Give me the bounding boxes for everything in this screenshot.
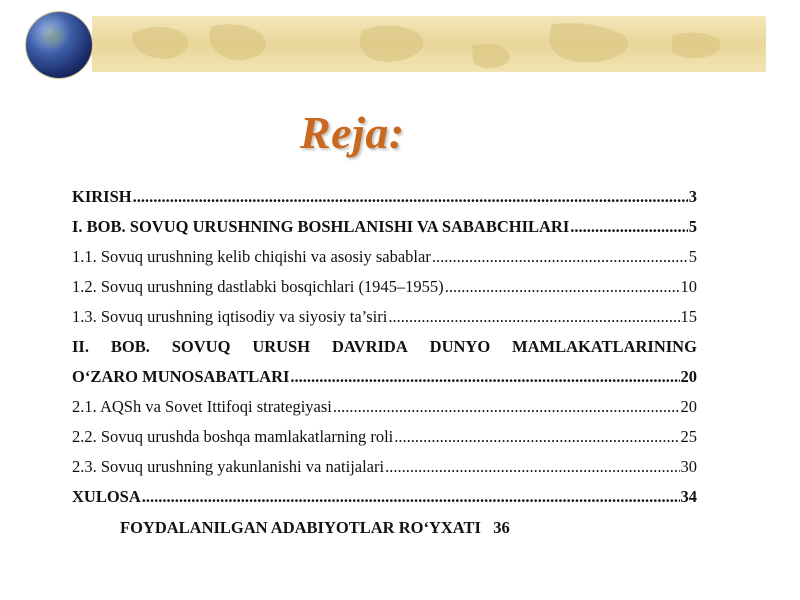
- toc-word: DUNYO: [429, 337, 491, 356]
- toc-word: II.: [72, 337, 89, 356]
- toc-entry[interactable]: [72, 302, 697, 332]
- toc-word: MAMLAKATLARINING: [512, 337, 697, 356]
- toc-word: URUSH: [252, 337, 311, 356]
- toc-entry-page: 5: [688, 247, 697, 266]
- toc-entry-page: 5: [688, 217, 697, 236]
- toc-entry-page: 10: [680, 277, 697, 296]
- toc-leader-dots: [333, 392, 680, 422]
- toc-entry-label: XULOSA: [72, 487, 141, 506]
- toc-word: SOVUQ: [171, 337, 231, 356]
- toc-entry-label: KIRISH: [72, 187, 132, 206]
- toc-entry-page: 20: [680, 367, 697, 386]
- globe-icon: [26, 12, 92, 78]
- toc-entry[interactable]: [72, 182, 697, 212]
- toc-entry-page: 34: [680, 487, 697, 506]
- world-map-banner: [92, 16, 766, 72]
- toc-leader-dots: [432, 242, 688, 272]
- toc-entry-label: 2.3. Sovuq urushning yakunlanishi va natijalari: [72, 457, 385, 476]
- toc-chapter-2-line2[interactable]: [72, 362, 697, 392]
- toc-entry-label: FOYDALANILGAN ADABIYOTLAR RO‘YXATI: [120, 518, 481, 537]
- toc-entry[interactable]: [72, 212, 697, 242]
- toc-entry[interactable]: [72, 392, 697, 422]
- toc-entry[interactable]: [72, 242, 697, 272]
- toc-entry-page: 15: [680, 307, 697, 326]
- toc-entry-page: 36: [493, 518, 510, 537]
- page-title: Reja:: [300, 107, 405, 158]
- toc-entry-page: 30: [680, 457, 697, 476]
- toc-entry[interactable]: [72, 452, 697, 482]
- toc-word: DAVRIDA: [331, 337, 408, 356]
- toc-entry-label: O‘ZARO MUNOSABATLARI: [72, 367, 290, 386]
- toc-leader-dots: [142, 482, 680, 512]
- toc-entry-label: 1.2. Sovuq urushning dastlabki bosqichlari (1945–1955): [72, 277, 444, 296]
- toc-entry[interactable]: [72, 482, 697, 512]
- toc-leader-dots: [394, 422, 679, 452]
- toc-leader-dots: [570, 212, 687, 242]
- table-of-contents: [72, 182, 697, 512]
- toc-leader-dots: [445, 272, 680, 302]
- toc-entry-page: 20: [680, 397, 697, 416]
- toc-entry-label: 2.1. AQSh va Sovet Ittifoqi strategiyasi: [72, 397, 332, 416]
- toc-leader-dots: [388, 302, 679, 332]
- toc-entry-page: 3: [688, 187, 697, 206]
- toc-leader-dots: [290, 362, 679, 392]
- toc-entry[interactable]: [72, 272, 697, 302]
- toc-entry-label: 2.2. Sovuq urushda boshqa mamlakatlarning roli: [72, 427, 394, 446]
- toc-entry[interactable]: [72, 422, 697, 452]
- toc-chapter-2-line1: [72, 332, 697, 362]
- toc-entry-label: 1.1. Sovuq urushning kelib chiqishi va asosiy sabablar: [72, 247, 431, 266]
- toc-word: BOB.: [110, 337, 150, 356]
- header-banner: [22, 12, 766, 74]
- toc-entry-label: 1.3. Sovuq urushning iqtisodiy va siyosiy ta’siri: [72, 307, 388, 326]
- toc-references-entry[interactable]: [120, 518, 510, 538]
- toc-leader-dots: [385, 452, 679, 482]
- toc-entry-page: 25: [680, 427, 697, 446]
- toc-entry-label: I. BOB. SOVUQ URUSHNING BOSHLANISHI VA SABABCHILARI: [72, 217, 570, 236]
- toc-leader-dots: [133, 182, 688, 212]
